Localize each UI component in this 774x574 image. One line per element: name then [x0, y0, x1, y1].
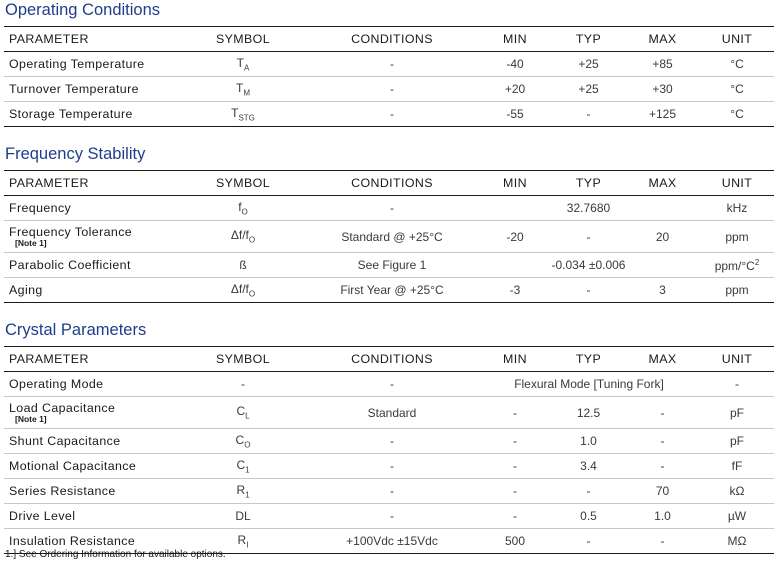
param-unit: °C [699, 102, 774, 127]
param-unit: °C [699, 77, 774, 102]
table-row [4, 479, 774, 504]
table-row [4, 397, 774, 429]
param-conditions: - [305, 429, 479, 454]
param-mode-value: Flexural Mode [Tuning Fork] [479, 372, 699, 397]
header-symbol: SYMBOL [181, 27, 305, 52]
param-typ: -0.034 ±0.006 [551, 253, 626, 278]
param-symbol: DL [181, 504, 305, 529]
header-unit: UNIT [699, 347, 774, 372]
param-name: Shunt Capacitance [4, 429, 181, 454]
param-min: 500 [479, 529, 551, 554]
table-row [4, 196, 774, 221]
param-typ: +25 [551, 77, 626, 102]
param-symbol: $T_M$ [181, 77, 305, 102]
param-min: - [479, 479, 551, 504]
table-header-row [4, 27, 774, 52]
header-conditions: CONDITIONS [305, 171, 479, 196]
param-name: Parabolic Coefficient [4, 253, 181, 278]
param-max: 70 [626, 479, 699, 504]
param-name: Load Capacitance [Note 1] [4, 397, 181, 429]
param-unit: µW [699, 504, 774, 529]
table-row [4, 454, 774, 479]
param-unit: fF [699, 454, 774, 479]
param-unit: - [699, 372, 774, 397]
operating-conditions-table [4, 26, 774, 127]
param-conditions: - [305, 102, 479, 127]
header-min: MIN [479, 171, 551, 196]
param-name: Frequency [4, 196, 181, 221]
table-row [4, 221, 774, 253]
param-typ: - [551, 529, 626, 554]
param-typ: 12.5 [551, 397, 626, 429]
header-min: MIN [479, 347, 551, 372]
param-unit: kHz [699, 196, 774, 221]
param-max: - [626, 397, 699, 429]
param-symbol: $C_O$ [181, 429, 305, 454]
param-max [626, 253, 699, 278]
param-max: +125 [626, 102, 699, 127]
header-parameter: PARAMETER [4, 27, 181, 52]
operating-conditions-title: Operating Conditions [5, 1, 161, 19]
param-name: Operating Mode [4, 372, 181, 397]
table-header-row [4, 171, 774, 196]
header-typ: TYP [551, 27, 626, 52]
header-conditions: CONDITIONS [305, 27, 479, 52]
param-unit: pF [699, 397, 774, 429]
param-name: Motional Capacitance [4, 454, 181, 479]
param-min: - [479, 454, 551, 479]
crystal-parameters-table [4, 346, 774, 554]
param-typ: 3.4 [551, 454, 626, 479]
param-typ: - [551, 479, 626, 504]
table-row [4, 253, 774, 278]
param-unit: MΩ [699, 529, 774, 554]
param-symbol: $R_I$ [181, 529, 305, 554]
table-row [4, 504, 774, 529]
param-max: 20 [626, 221, 699, 253]
param-min: - [479, 397, 551, 429]
param-min: -20 [479, 221, 551, 253]
param-symbol: ß [181, 253, 305, 278]
param-unit: °C [699, 52, 774, 77]
param-symbol: $C_L$ [181, 397, 305, 429]
param-conditions: See Figure 1 [305, 253, 479, 278]
param-symbol: $\Delta f/f_O$ [181, 221, 305, 253]
table-row [4, 372, 774, 397]
param-unit: ppm [699, 221, 774, 253]
param-conditions: Standard [305, 397, 479, 429]
frequency-stability-table [4, 170, 774, 303]
table-row [4, 429, 774, 454]
param-conditions: +100Vdc ±15Vdc [305, 529, 479, 554]
header-max: MAX [626, 347, 699, 372]
param-name: Insulation Resistance [4, 529, 181, 554]
param-max: 1.0 [626, 504, 699, 529]
param-conditions: Standard @ +25°C [305, 221, 479, 253]
param-max: +85 [626, 52, 699, 77]
header-parameter: PARAMETER [4, 171, 181, 196]
param-conditions: - [305, 479, 479, 504]
table-row [4, 52, 774, 77]
param-symbol: $\Delta f/f_O$ [181, 278, 305, 303]
header-symbol: SYMBOL [181, 347, 305, 372]
param-max [626, 196, 699, 221]
param-symbol: $C_1$ [181, 454, 305, 479]
param-unit: kΩ [699, 479, 774, 504]
param-max: - [626, 529, 699, 554]
param-conditions: - [305, 52, 479, 77]
param-unit: ppm/$^\circ C^2$ [699, 253, 774, 278]
param-min: - [479, 429, 551, 454]
header-min: MIN [479, 27, 551, 52]
table-row [4, 77, 774, 102]
header-typ: TYP [551, 347, 626, 372]
param-typ: - [551, 102, 626, 127]
table-header-row [4, 347, 774, 372]
table-row [4, 278, 774, 303]
param-conditions: - [305, 77, 479, 102]
header-typ: TYP [551, 171, 626, 196]
param-conditions: - [305, 372, 479, 397]
param-max: +30 [626, 77, 699, 102]
param-symbol: - [181, 372, 305, 397]
param-min [479, 196, 551, 221]
param-symbol: $f_O$ [181, 196, 305, 221]
note-reference: [Note 1] [15, 237, 47, 248]
param-symbol: $T_A$ [181, 52, 305, 77]
param-conditions: - [305, 504, 479, 529]
param-min [479, 253, 551, 278]
param-symbol: $R_1$ [181, 479, 305, 504]
footnote: 1.] See Ordering Information for available options. [5, 549, 226, 560]
header-conditions: CONDITIONS [305, 347, 479, 372]
param-min: -40 [479, 52, 551, 77]
param-max: - [626, 454, 699, 479]
param-conditions: - [305, 196, 479, 221]
param-unit: pF [699, 429, 774, 454]
frequency-stability-title: Frequency Stability [5, 145, 146, 163]
header-symbol: SYMBOL [181, 171, 305, 196]
header-parameter: PARAMETER [4, 347, 181, 372]
param-name: Storage Temperature [4, 102, 181, 127]
param-unit: ppm [699, 278, 774, 303]
param-typ: 32.7680 [551, 196, 626, 221]
param-name: Aging [4, 278, 181, 303]
crystal-parameters-title: Crystal Parameters [5, 321, 147, 339]
param-name: Operating Temperature [4, 52, 181, 77]
param-min: - [479, 504, 551, 529]
param-typ: - [551, 221, 626, 253]
header-unit: UNIT [699, 27, 774, 52]
header-max: MAX [626, 27, 699, 52]
param-name: Drive Level [4, 504, 181, 529]
param-min: -3 [479, 278, 551, 303]
table-row [4, 102, 774, 127]
param-name: Frequency Tolerance [Note 1] [4, 221, 181, 253]
param-min: -55 [479, 102, 551, 127]
param-typ: 0.5 [551, 504, 626, 529]
param-max: 3 [626, 278, 699, 303]
param-typ: - [551, 278, 626, 303]
param-conditions: - [305, 454, 479, 479]
header-max: MAX [626, 171, 699, 196]
param-conditions: First Year @ +25°C [305, 278, 479, 303]
param-max: - [626, 429, 699, 454]
param-name: Turnover Temperature [4, 77, 181, 102]
param-symbol: $T_{STG}$ [181, 102, 305, 127]
param-name: Series Resistance [4, 479, 181, 504]
param-typ: 1.0 [551, 429, 626, 454]
note-reference: [Note 1] [15, 413, 47, 424]
param-min: +20 [479, 77, 551, 102]
header-unit: UNIT [699, 171, 774, 196]
param-typ: +25 [551, 52, 626, 77]
